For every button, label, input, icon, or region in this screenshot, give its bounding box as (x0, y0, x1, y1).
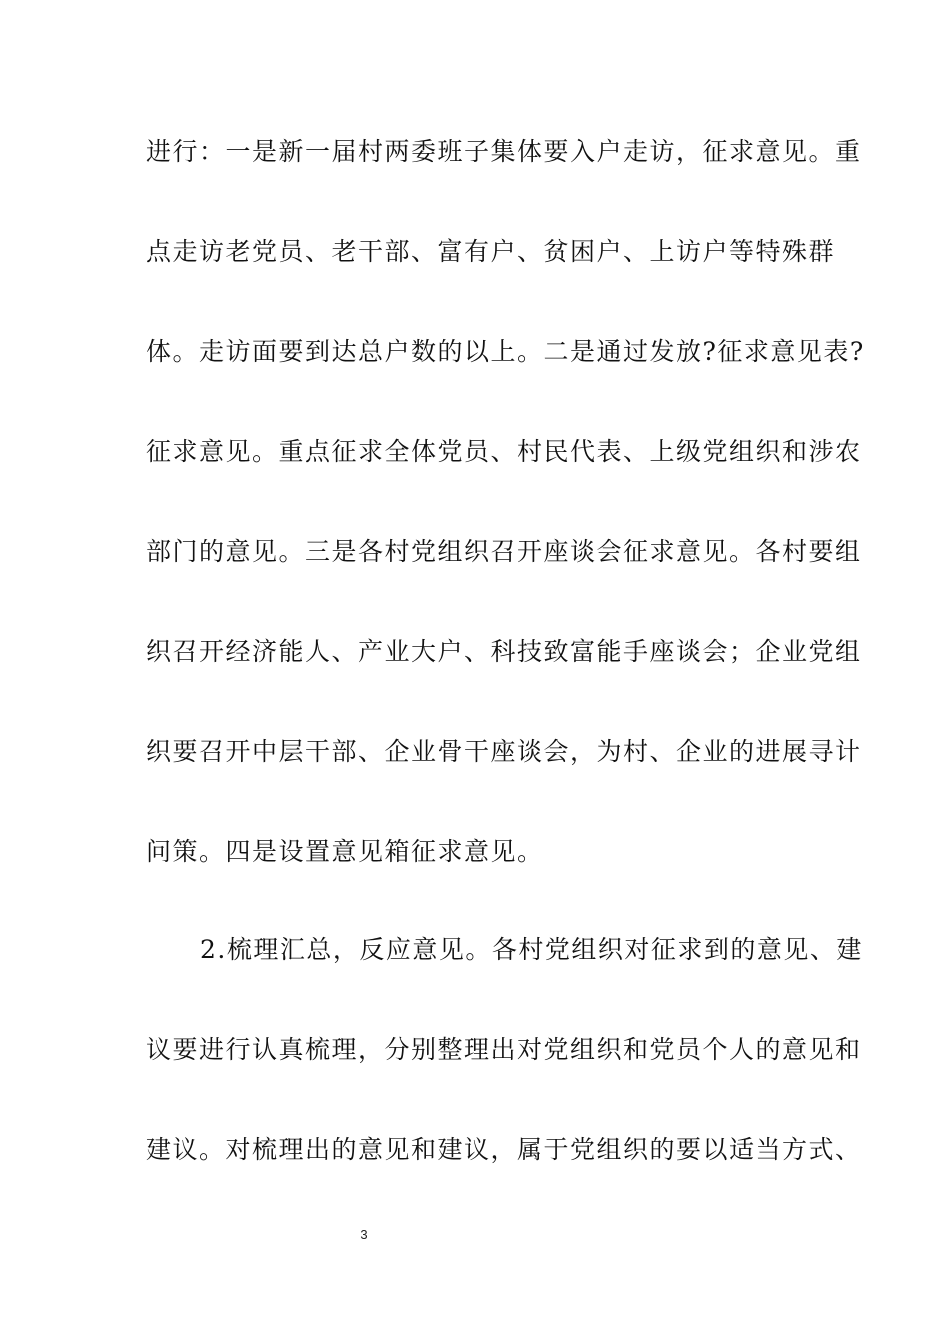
text-line-5: 部门的意见。三是各村党组织召开座谈会征求意见。各村要组 (146, 537, 862, 566)
text-line-11: 建议。对梳理出的意见和建议，属于党组织的要以适当方式、 (146, 1135, 862, 1164)
text-line-2: 点走访老党员、老干部、富有户、贫困户、上访户等特殊群 (146, 237, 836, 266)
text-line-8: 问策。四是设置意见箱征求意见。 (146, 837, 544, 866)
page-number: 3 (360, 1227, 368, 1242)
text-line-4: 征求意见。重点征求全体党员、村民代表、上级党组织和涉农 (146, 437, 862, 466)
text-line-6: 织召开经济能人、产业大户、科技致富能手座谈会；企业党组 (146, 637, 862, 666)
text-line-3: 体。走访面要到达总户数的以上。二是通过发放?征求意见表? (146, 337, 865, 366)
text-line-9: 2.梳理汇总，反应意见。各村党组织对征求到的意见、建 (200, 935, 863, 964)
text-line-7: 织要召开中层干部、企业骨干座谈会，为村、企业的进展寻计 (146, 737, 862, 766)
text-line-1: 进行：一是新一届村两委班子集体要入户走访，征求意见。重 (146, 137, 862, 166)
text-line-10: 议要进行认真梳理，分别整理出对党组织和党员个人的意见和 (146, 1035, 862, 1064)
